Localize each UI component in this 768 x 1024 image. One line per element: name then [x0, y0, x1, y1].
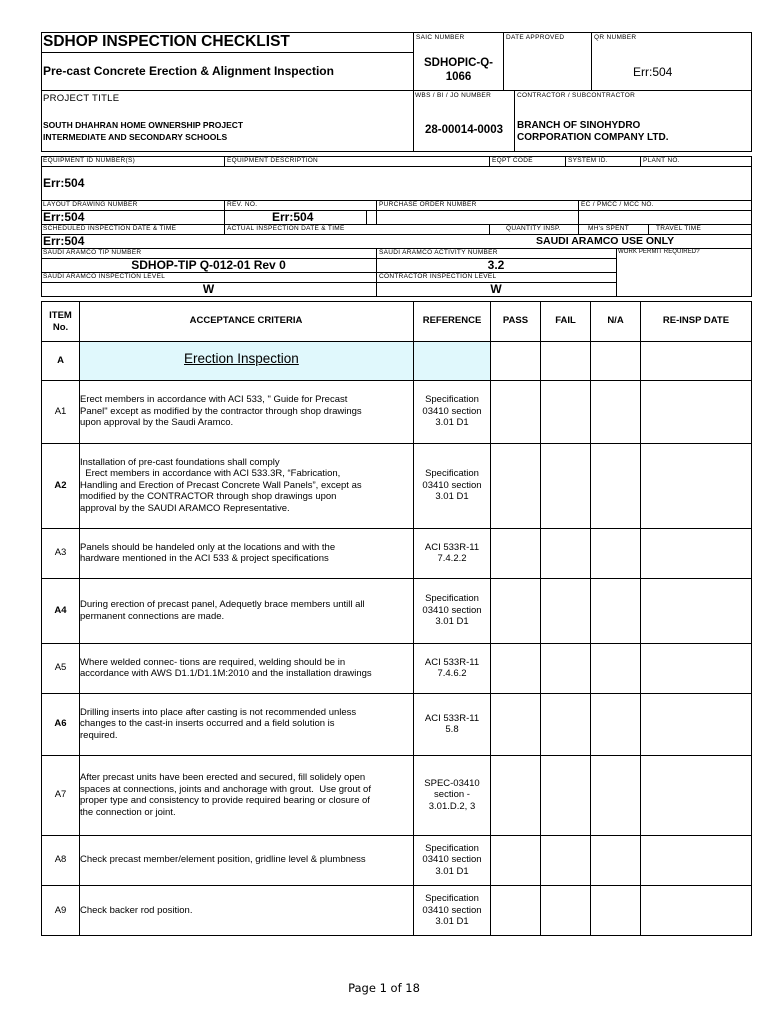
row-reinsp-date-cell[interactable]: [641, 756, 751, 834]
row-criteria: [80, 542, 412, 565]
project-title-label: PROJECT TITLE: [43, 93, 120, 104]
reference-line: Specification: [425, 394, 479, 406]
row-reference: [414, 468, 490, 503]
contractor-level-value: W: [490, 282, 502, 296]
ec-label: EC / PMCC / MCC NO.: [581, 201, 654, 208]
row-reinsp-date-cell[interactable]: [641, 644, 751, 692]
row-na-cell[interactable]: [591, 529, 640, 577]
criteria-line: Erect members in accordance with ACI 533.3R, “Fabrication,: [80, 468, 341, 480]
reference-line: 3.01 D1: [435, 616, 469, 628]
criteria-line: approval by the SAUDI ARAMCO Representative.: [80, 502, 290, 514]
criteria-line: Panels should be handeled only at the locations and with the: [80, 541, 336, 553]
reference-line: Specification: [425, 893, 479, 905]
reference-line: 3.01 D1: [435, 417, 469, 429]
criteria-line: required.: [80, 729, 118, 741]
reference-line: 5.8: [445, 724, 459, 735]
reference-line: 03410 section: [422, 904, 482, 916]
date-approved-label: DATE APPROVED: [506, 34, 565, 41]
row-reference: [414, 843, 490, 878]
system-id-label: SYSTEM ID.: [568, 157, 608, 164]
reference-line: 7.4.6.2: [437, 668, 467, 679]
row-fail-cell[interactable]: [541, 644, 590, 692]
reference-line: 03410 section: [422, 405, 482, 417]
criteria-line: Erect members in accordance with ACI 533, " Guide for Precast: [80, 394, 348, 406]
row-reinsp-date-cell[interactable]: [641, 886, 751, 935]
equipment-id-label: EQUIPMENT ID NUMBER(S): [43, 157, 136, 164]
criteria-line: upon approval by the Saudi Aramco.: [80, 417, 234, 429]
row-na-cell[interactable]: [591, 381, 640, 442]
row-criteria: [80, 905, 412, 917]
reference-line: Specification: [425, 593, 479, 605]
qr-number-label: QR NUMBER: [594, 34, 637, 41]
header-reinsp-date: RE-INSP DATE: [662, 315, 730, 326]
row-criteria: [80, 657, 412, 680]
row-pass-cell[interactable]: [491, 444, 540, 527]
row-pass-cell[interactable]: [491, 694, 540, 754]
row-reference: [414, 893, 490, 928]
criteria-line: After precast units have been erected and secured, fill solidely open: [80, 772, 366, 783]
row-pass-cell[interactable]: [491, 836, 540, 884]
reference-line: SPEC-03410: [424, 777, 480, 789]
header-reference: REFERENCE: [422, 315, 482, 326]
criteria-line: Panel" except as modified by the contractor through shop drawings: [80, 405, 362, 417]
reference-line: 03410 section: [422, 604, 482, 616]
reference-line: 3.01 D1: [435, 916, 469, 928]
reference-line: ACI 533R-11: [424, 656, 480, 668]
qr-number-value: Err:504: [633, 65, 673, 79]
row-pass-cell[interactable]: [491, 756, 540, 834]
equipment-desc-label: EQUIPMENT DESCRIPTION: [227, 157, 319, 164]
actual-label: ACTUAL INSPECTION DATE & TIME: [227, 225, 345, 232]
quantity-label: QUANTITY INSP.: [506, 225, 561, 232]
row-na-cell[interactable]: [591, 444, 640, 527]
header-na: N/A: [607, 315, 624, 326]
checklist-subtitle: Pre-cast Concrete Erection & Alignment Inspection: [43, 64, 334, 78]
reference-line: ACI 533R-11: [424, 712, 480, 724]
row-reinsp-date-cell[interactable]: [641, 836, 751, 884]
criteria-line: Handling and Erection of Precast Concrete Wall Panels”, except as: [80, 479, 362, 491]
header-criteria: ACCEPTANCE CRITERIA: [189, 315, 303, 326]
reference-line: 7.4.2.2: [437, 553, 467, 564]
aramco-level-label: SAUDI ARAMCO INSPECTION LEVEL: [43, 273, 166, 280]
row-reinsp-date-cell[interactable]: [641, 694, 751, 754]
row-fail-cell[interactable]: [541, 444, 590, 527]
reference-line: 3.01.D.2, 3: [428, 800, 476, 812]
row-fail-cell[interactable]: [541, 579, 590, 642]
criteria-line: Check backer rod position.: [80, 904, 193, 916]
row-na-cell[interactable]: [591, 644, 640, 692]
row-item-number: A8: [54, 854, 67, 865]
criteria-line: accordance with AWS D1.1/D1.1M:2010 and the installation drawings: [80, 668, 372, 679]
criteria-line: proper type and consistency to provide required bearing or closure of: [80, 795, 370, 806]
row-fail-cell[interactable]: [541, 756, 590, 834]
criteria-line: Where welded connec- tions are required, welding should be in: [80, 656, 346, 668]
row-criteria: [80, 394, 412, 429]
criteria-line: Check precast member/element position, gridline level & plumbness: [80, 854, 366, 866]
scheduled-value: Err:504: [43, 234, 85, 248]
row-pass-cell[interactable]: [491, 644, 540, 692]
travel-label: TRAVEL TIME: [656, 225, 702, 232]
row-fail-cell[interactable]: [541, 381, 590, 442]
section-a-item: A: [57, 355, 64, 366]
rev-no-value: Err:504: [272, 210, 314, 224]
activity-number-value: 3.2: [487, 258, 505, 272]
equipment-id-value: Err:504: [43, 176, 85, 190]
row-pass-cell[interactable]: [491, 886, 540, 935]
project-title-value: SOUTH DHAHRAN HOME OWNERSHIP PROJECT INTERMEDIATE AND SECONDARY SCHOOLS: [43, 120, 244, 142]
po-number-label: PURCHASE ORDER NUMBER: [379, 201, 477, 208]
row-criteria: [80, 772, 412, 818]
row-item-number: A3: [54, 547, 67, 558]
contractor-level-label: CONTRACTOR INSPECTION LEVEL: [379, 273, 497, 280]
row-criteria: [80, 707, 412, 742]
reference-line: section -: [434, 789, 470, 801]
aramco-use-only: SAUDI ARAMCO USE ONLY: [536, 235, 675, 247]
row-pass-cell[interactable]: [491, 381, 540, 442]
page-number: Page 1 of 18: [348, 981, 420, 995]
row-reference: [414, 778, 490, 813]
row-reinsp-date-cell[interactable]: [641, 444, 751, 527]
reference-line: 03410 section: [422, 854, 482, 866]
criteria-line: During erection of precast panel, Adequetly brace members untill all: [80, 599, 365, 610]
layout-drawing-value: Err:504: [43, 210, 85, 224]
row-na-cell[interactable]: [591, 694, 640, 754]
row-reference: [414, 394, 490, 429]
row-reinsp-date-cell[interactable]: [641, 579, 751, 642]
row-pass-cell[interactable]: [491, 529, 540, 577]
rev-no-label: REV. NO.: [227, 201, 258, 208]
work-permit-label: WORK PERMIT REQUIRED?: [618, 249, 700, 255]
row-reference: [414, 542, 490, 565]
row-item-number: A4: [54, 604, 67, 616]
eqpt-code-label: EQPT CODE: [492, 157, 533, 164]
contractor-value: BRANCH OF SINOHYDRO CORPORATION COMPANY LTD.: [517, 120, 669, 143]
wbs-value: 28-00014-0003: [424, 124, 503, 136]
aramco-level-value: W: [202, 282, 215, 296]
reference-line: 3.01 D1: [435, 491, 469, 503]
row-criteria: [80, 599, 412, 622]
reference-line: 3.01 D1: [435, 865, 469, 877]
section-a-title: Erection Inspection: [184, 351, 299, 366]
saic-number-label: SAIC NUMBER: [416, 34, 465, 41]
row-pass-cell[interactable]: [491, 579, 540, 642]
criteria-line: changes to the cast-in inserts occurred and a field solution is: [80, 718, 335, 730]
reference-line: Specification: [425, 842, 479, 854]
row-criteria: [80, 457, 412, 515]
header-item: ITEM No.: [49, 310, 72, 333]
row-item-number: A1: [54, 405, 67, 417]
row-reference: [414, 713, 490, 736]
layout-drawing-label: LAYOUT DRAWING NUMBER: [43, 201, 138, 208]
criteria-line: Drilling inserts into place after casting is not recommended unless: [80, 706, 357, 718]
tip-number-label: SAUDI ARAMCO TIP NUMBER: [43, 249, 142, 256]
row-fail-cell[interactable]: [541, 886, 590, 935]
reference-line: ACI 533R-11: [424, 541, 480, 553]
criteria-line: spaces at connections, joints and anchorage with grout. Use grout of: [80, 783, 371, 795]
plant-no-label: PLANT NO.: [643, 157, 680, 164]
row-criteria: [80, 854, 412, 866]
wbs-label: WBS / BI / JO NUMBER: [415, 92, 492, 99]
saic-number-value: SDHOPIC-Q- 1066: [424, 57, 493, 83]
row-fail-cell[interactable]: [541, 694, 590, 754]
row-item-number: A9: [54, 904, 67, 916]
criteria-line: modified by the CONTRACTOR through shop drawings upon: [80, 491, 337, 503]
reference-line: 03410 section: [422, 479, 482, 491]
row-reference: [414, 593, 490, 628]
criteria-line: the connection or joint.: [80, 806, 176, 818]
tip-number-value: SDHOP-TIP Q-012-01 Rev 0: [131, 258, 286, 272]
row-na-cell[interactable]: [591, 756, 640, 834]
header-fail: FAIL: [555, 315, 576, 326]
row-na-cell[interactable]: [591, 836, 640, 884]
mh-spent-label: MH's SPENT: [588, 225, 630, 232]
contractor-label: CONTRACTOR / SUBCONTRACTOR: [517, 92, 636, 99]
row-na-cell[interactable]: [591, 886, 640, 935]
row-reinsp-date-cell[interactable]: [641, 381, 751, 442]
criteria-line: hardware mentioned in the ACI 533 & project specifications: [80, 553, 329, 564]
criteria-line: permanent connections are made.: [80, 610, 225, 622]
row-na-cell[interactable]: [591, 579, 640, 642]
row-item-number: A5: [54, 662, 67, 673]
row-fail-cell[interactable]: [541, 529, 590, 577]
reference-line: Specification: [425, 468, 479, 480]
row-reinsp-date-cell[interactable]: [641, 529, 751, 577]
row-item-number: A6: [54, 718, 67, 729]
criteria-line: Installation of pre-cast foundations shall comply: [80, 456, 280, 468]
header-pass: PASS: [502, 315, 529, 326]
scheduled-label: SCHEDULED INSPECTION DATE & TIME: [43, 225, 177, 232]
row-fail-cell[interactable]: [541, 836, 590, 884]
row-reference: [414, 657, 490, 680]
row-item-number: A2: [54, 479, 67, 491]
checklist-title: SDHOP INSPECTION CHECKLIST: [43, 33, 290, 50]
row-item-number: A7: [54, 789, 67, 800]
activity-number-label: SAUDI ARAMCO ACTIVITY NUMBER: [379, 249, 498, 256]
